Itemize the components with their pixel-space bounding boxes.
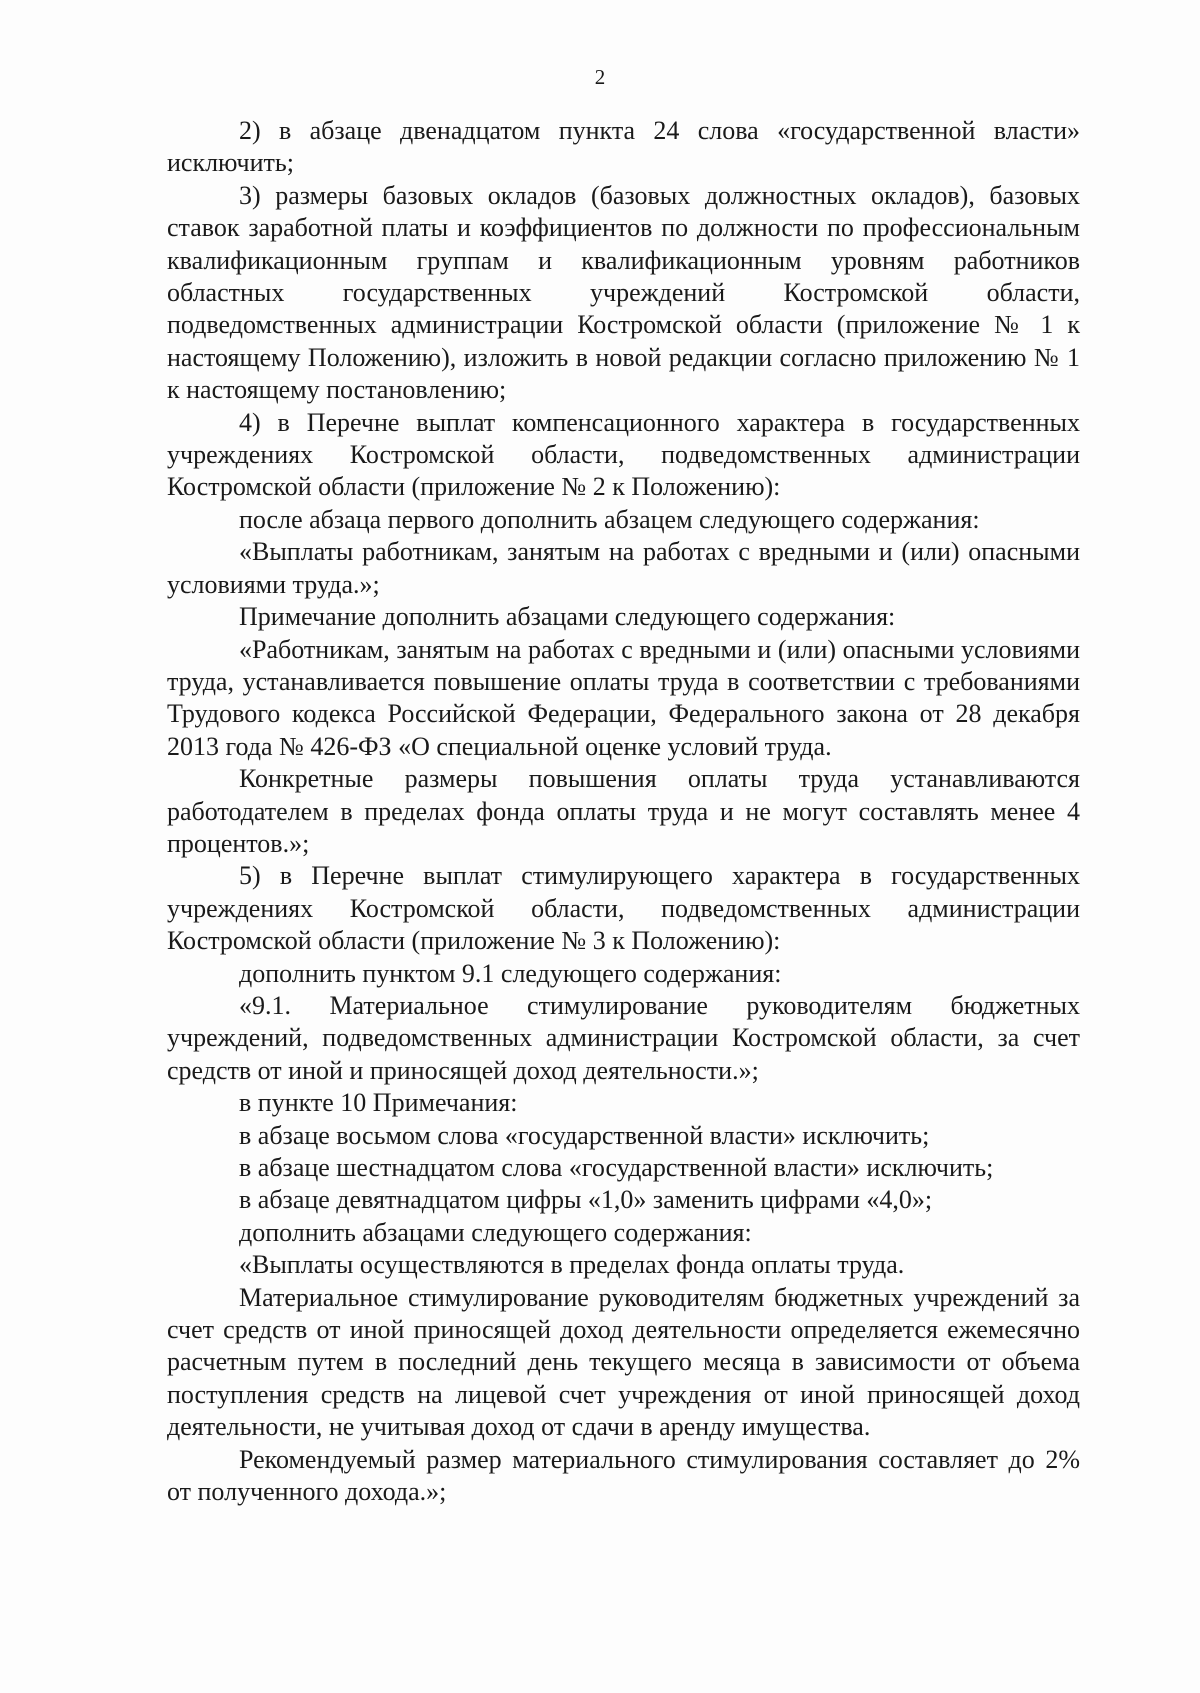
paragraph: 3) размеры базовых окладов (базовых должностных окладов), базовых ставок заработной платы и коэффициентов по должности по профессиональным квалификационным группам и квалификационным уровням работников областных государственных учреждений Костромской области, подведомственных администрации Костромской области (приложение № 1 к настоящему Положению), изложить в новой редакции согласно приложению № 1 к настоящему постановлению; [167, 180, 1080, 405]
paragraph: в абзаце девятнадцатом цифры «1,0» заменить цифрами «4,0»; [239, 1185, 933, 1215]
paragraph: в пункте 10 Примечания: [239, 1088, 518, 1118]
paragraph: 4) в Перечне выплат компенсационного характера в государственных учреждениях Костромской области, подведомственных администрации Костромской области (приложение № 2 к Положению): [167, 407, 1080, 502]
paragraph: Конкретные размеры повышения оплаты труда устанавливаются работодателем в пределах фонда оплаты труда и не могут составлять менее 4 процентов.»; [167, 764, 1080, 858]
paragraph: 5) в Перечне выплат стимулирующего характера в государственных учреждениях Костромской области, подведомственных администрации Костромской области (приложение № 3 к Положению): [167, 861, 1080, 956]
document-body [167, 115, 1080, 1508]
paragraph: «Работникам, занятым на работах с вредными и (или) опасными условиями труда, устанавливается повышение оплаты труда в соответствии с требованиями Трудового кодекса Российской Федерации, Федерального закона от 28 декабря 2013 года № 426-ФЗ «О специальной оценке условий труда. [167, 634, 1080, 761]
paragraph: после абзаца первого дополнить абзацем следующего содержания: [239, 504, 980, 534]
paragraph: «Выплаты работникам, занятым на работах с вредными и (или) опасными условиями труда.»; [167, 537, 1080, 599]
paragraph: Примечание дополнить абзацами следующего содержания: [239, 602, 896, 632]
paragraph: Рекомендуемый размер материального стимулирования составляет до 2% от полученного дохода.»; [167, 1444, 1080, 1507]
paragraph: «Выплаты осуществляются в пределах фонда оплаты труда. [239, 1250, 905, 1280]
paragraph: «9.1. Материальное стимулирование руководителям бюджетных учреждений, подведомственных администрации Костромской области, за счет средств от иной и приносящей доход деятельности.»; [167, 990, 1080, 1085]
paragraph: 2) в абзаце двенадцатом пункта 24 слова «государственной власти» исключить; [167, 116, 1080, 178]
paragraph: дополнить абзацами следующего содержания: [239, 1217, 752, 1247]
paragraph: Материальное стимулирование руководителям бюджетных учреждений за счет средств от иной приносящей доход деятельности определяется ежемесячно расчетным путем в последний день текущего месяца в зависимости от объема поступления средств на лицевой счет учреждения от иной приносящей доход деятельности, не учитывая доход от сдачи в аренду имущества. [167, 1282, 1080, 1442]
paragraph: дополнить пунктом 9.1 следующего содержания: [239, 958, 782, 988]
paragraph: в абзаце восьмом слова «государственной власти» исключить; [239, 1120, 930, 1150]
paragraph: в абзаце шестнадцатом слова «государственной власти» исключить; [239, 1153, 994, 1182]
page-number: 2 [594, 65, 606, 89]
